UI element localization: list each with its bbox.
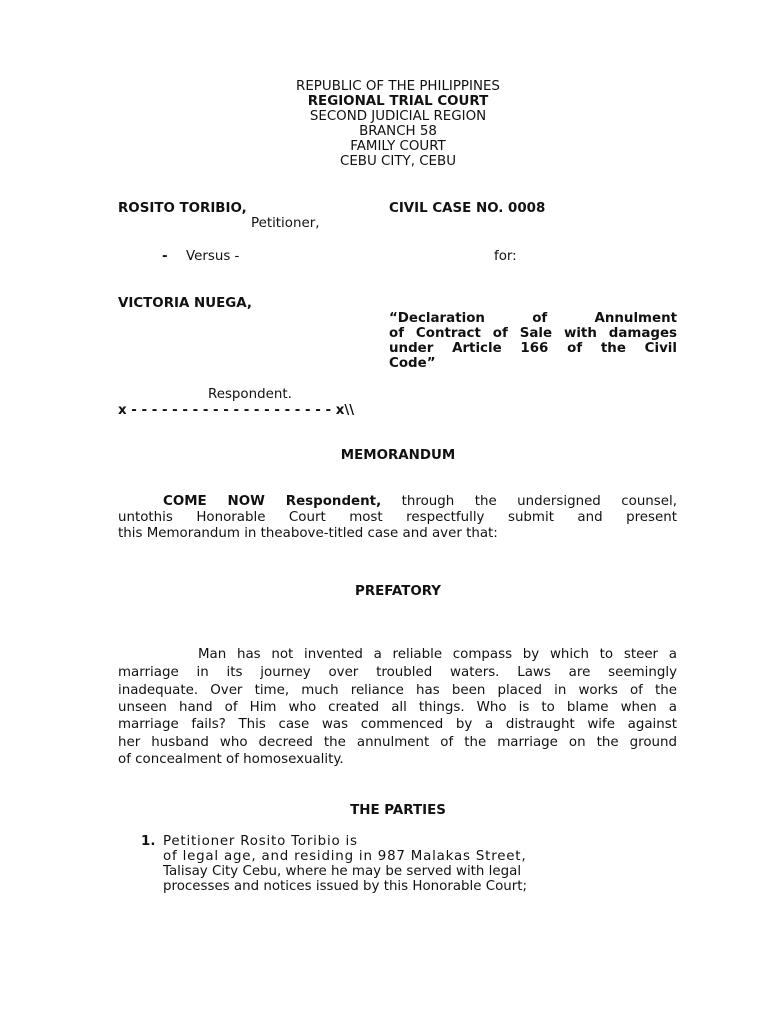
case-number: CIVIL CASE NO. 0008 xyxy=(389,201,546,216)
list-item-line: Petitioner Rosito Toribio is xyxy=(163,834,358,849)
list-item-line: Talisay City Cebu, where he may be served with legal xyxy=(163,864,522,879)
prefatory-line: her husband who decreed the annulment of the marriage on the ground xyxy=(118,735,677,750)
case-nature-line: of Contract of Sale with damages xyxy=(389,326,677,341)
header-region: SECOND JUDICIAL REGION xyxy=(309,109,487,124)
intro-line: untothis Honorable Court most respectfully submit and present xyxy=(118,510,677,525)
prefatory-line: Man has not invented a reliable compass by which to steer a xyxy=(198,647,677,662)
header-city: CEBU CITY, CEBU xyxy=(339,154,457,169)
intro-line-rest: through the undersigned counsel, xyxy=(381,494,677,509)
respondent-name: VICTORIA NUEGA, xyxy=(118,296,252,311)
respondent-role: Respondent. xyxy=(208,387,292,402)
intro-line: this Memorandum in theabove-titled case and aver that: xyxy=(118,526,498,541)
memorandum-title: MEMORANDUM xyxy=(340,448,456,463)
prefatory-line: inadequate. Over time, much reliance has been placed in works of the xyxy=(118,683,677,698)
petitioner-role: Petitioner, xyxy=(251,216,320,231)
header-family-court: FAMILY COURT xyxy=(350,139,446,154)
case-nature-line: “Declaration of Annulment xyxy=(389,311,677,326)
prefatory-title: PREFATORY xyxy=(355,584,441,599)
list-item-number: 1. xyxy=(141,834,156,849)
prefatory-line: marriage fails? This case was commenced by a distraught wife against xyxy=(118,717,677,732)
prefatory-line: unseen hand of Him who created all things. Who is to blame when a xyxy=(118,700,677,715)
prefatory-line: marriage in its journey over troubled waters. Laws are seemingly xyxy=(118,665,677,680)
caption-separator: x - - - - - - - - - - - - - - - - - - - - x\\ xyxy=(118,403,355,418)
parties-title: THE PARTIES xyxy=(350,803,446,818)
for-label: for: xyxy=(494,249,517,264)
versus-dash: - xyxy=(162,249,168,264)
case-nature-line: Code” xyxy=(389,356,436,371)
intro-line xyxy=(163,494,677,509)
versus-label: Versus - xyxy=(186,249,240,264)
header-branch: BRANCH 58 xyxy=(359,124,437,139)
list-item-line: of legal age, and residing in 987 Malakas Street, xyxy=(163,849,527,864)
petitioner-name: ROSITO TORIBIO, xyxy=(118,201,247,216)
list-item-line: processes and notices issued by this Honorable Court; xyxy=(163,879,528,894)
header-republic: REPUBLIC OF THE PHILIPPINES xyxy=(296,79,500,94)
intro-bold-text: COME NOW Respondent, xyxy=(163,494,382,509)
prefatory-line: of concealment of homosexuality. xyxy=(118,752,344,767)
header-court: REGIONAL TRIAL COURT xyxy=(307,94,489,109)
case-nature-line: under Article 166 of the Civil xyxy=(389,341,677,356)
